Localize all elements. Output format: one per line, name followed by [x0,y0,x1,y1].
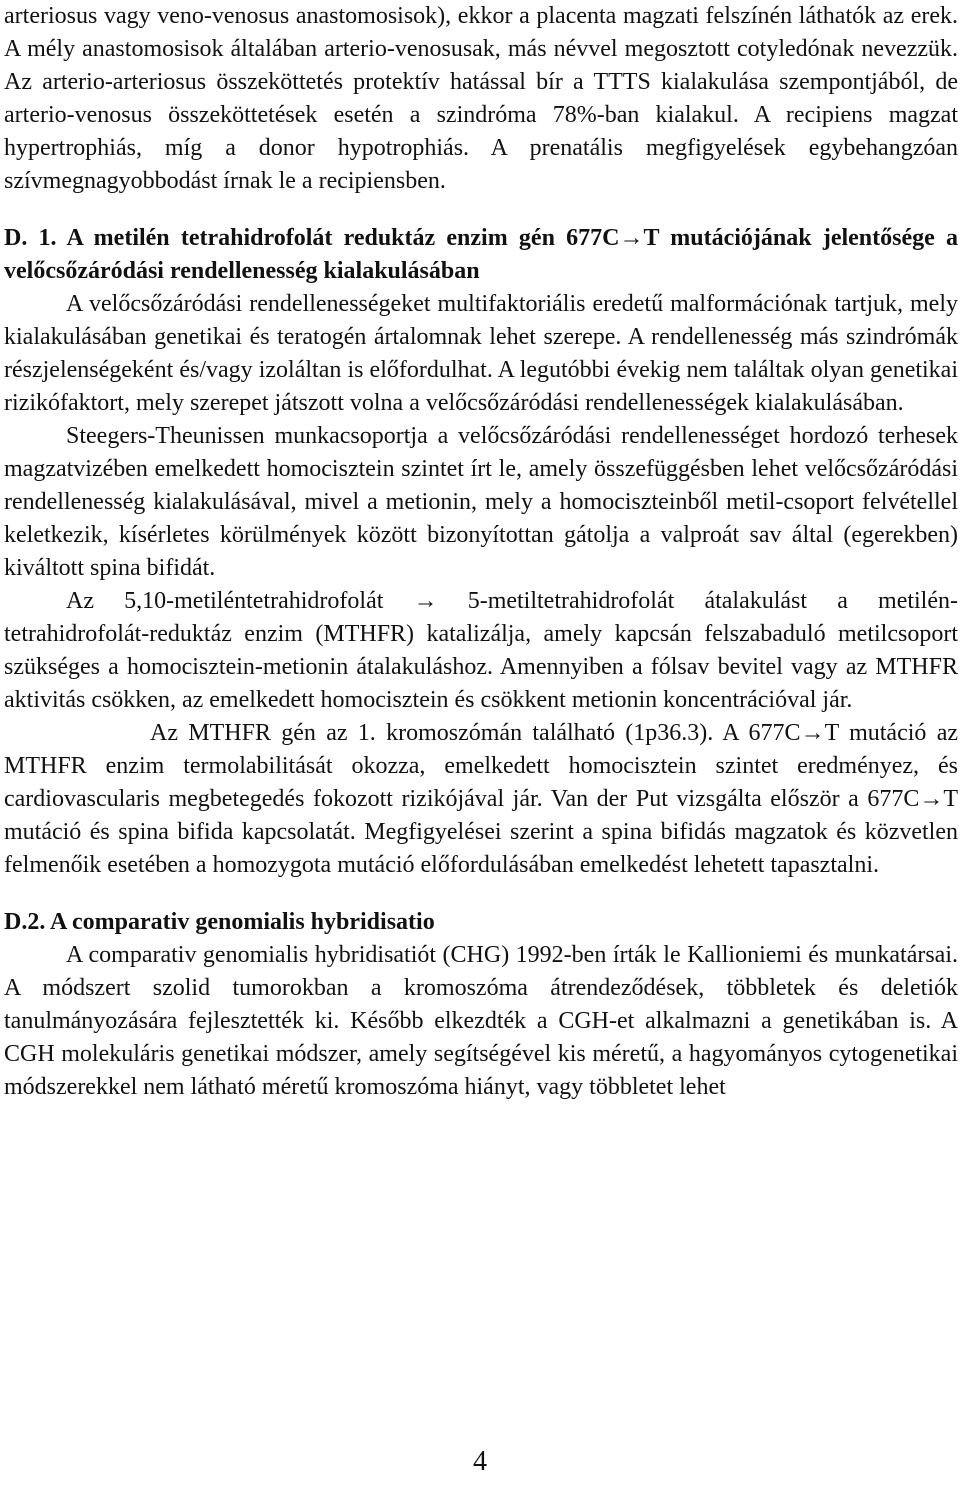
section-d1-paragraph-1: A velőcsőzáródási rendellenességeket multifaktoriális eredetű malformációnak tartjuk, mely kialakulásában genetikai és teratogén ártalomnak lehet szerepe. A rendellenesség más szindrómák részjelenségeként és/vagy izoláltan is előfordulhat. A legutóbbi évekig nem találtak olyan genetikai rizikófaktort, mely szerepet játszott volna a velőcsőzáródási rendellenességek kialakulásában. [4,291,958,416]
spacer [4,882,958,906]
section-d1-heading: D. 1. A metilén tetrahidrofolát reduktáz enzim gén 677C→T mutációjának jelentősége a velőcsőzáródási rendellenesség kialakulásában [4,225,958,284]
section-d2-heading: D.2. A comparativ genomialis hybridisatio [4,909,435,935]
section-d1-paragraph-3: Az 5,10-metiléntetrahidrofolát → 5-metiltetrahidrofolát átalakulást a metilén-tetrahidrofolát-reduktáz enzim (MTHFR) katalizálja, amely kapcsán felszabaduló metilcsoport szükséges a homocisztein-metionin átalakuláshoz. Amennyiben a fólsav bevitel vagy az MTHFR aktivitás csökken, az emelkedett homocisztein és csökkent metionin koncentrációval jár. [4,588,958,713]
intro-paragraph: arteriosus vagy veno-venosus anastomosisok), ekkor a placenta magzati felszínén láthatók az erek. A mély anastomosisok általában arterio-venosusak, más névvel megosztott cotyledónak nevezzük. Az arterio-arteriosus összeköttetés protektív hatással bír a TTTS kialakulása szempontjából, de arterio-venosus összeköttetések esetén a szindróma 78%-ban kialakul. A recipiens magzat hypertrophiás, míg a donor hypotrophiás. A prenatális megfigyelések egybehangzóan szívmegnagyobbodást írnak le a recipiensben. [4,3,958,194]
section-d1 [4,222,958,882]
section-d2-paragraph-1: A comparativ genomialis hybridisatiót (CHG) 1992-ben írták le Kallioniemi és munkatársai. A módszert szolid tumorokban a kromoszóma átrendeződések, többletek és deletiók tanulmányozására fejlesztették ki. Később elkezdték a CGH-et alkalmazni a genetikában is. A CGH molekuláris genetikai módszer, amely segítségével kis méretű, a hagyományos cytogenetikai módszerekkel nem látható méretű kromoszóma hiányt, vagy többletet lehet [4,942,958,1100]
spacer [4,198,958,222]
section-d2 [4,906,958,1104]
document-page [4,0,958,1104]
section-d1-paragraph-2: Steegers-Theunissen munkacsoportja a velőcsőzáródási rendellenességet hordozó terhesek magzatvizében emelkedett homocisztein szintet írt le, amely összefüggésben lehet velőcsőzáródási rendellenesség kialakulásával, mivel a metionin, mely a homociszteinből metil-csoport felvétellel keletkezik, kísérletes körülmények között bizonyítottan gátolja a valproát sav által (egerekben) kiváltott spina bifidát. [4,423,958,581]
page-number: 4 [473,1446,487,1477]
section-d1-paragraph-4: Az MTHFR gén az 1. kromoszómán található (1p36.3). A 677C→T mutáció az MTHFR enzim termolabilitását okozza, emelkedett homocisztein szintet eredményez, és cardiovascularis megbetegedés fokozott rizikójával jár. Van der Put vizsgálta először a 677C→T mutáció és spina bifida kapcsolatát. Megfigyelései szerint a spina bifidás magzatok és közvetlen felmenőik esetében a homozygota mutáció előfordulásában emelkedést lehetett tapasztalni. [4,720,958,878]
